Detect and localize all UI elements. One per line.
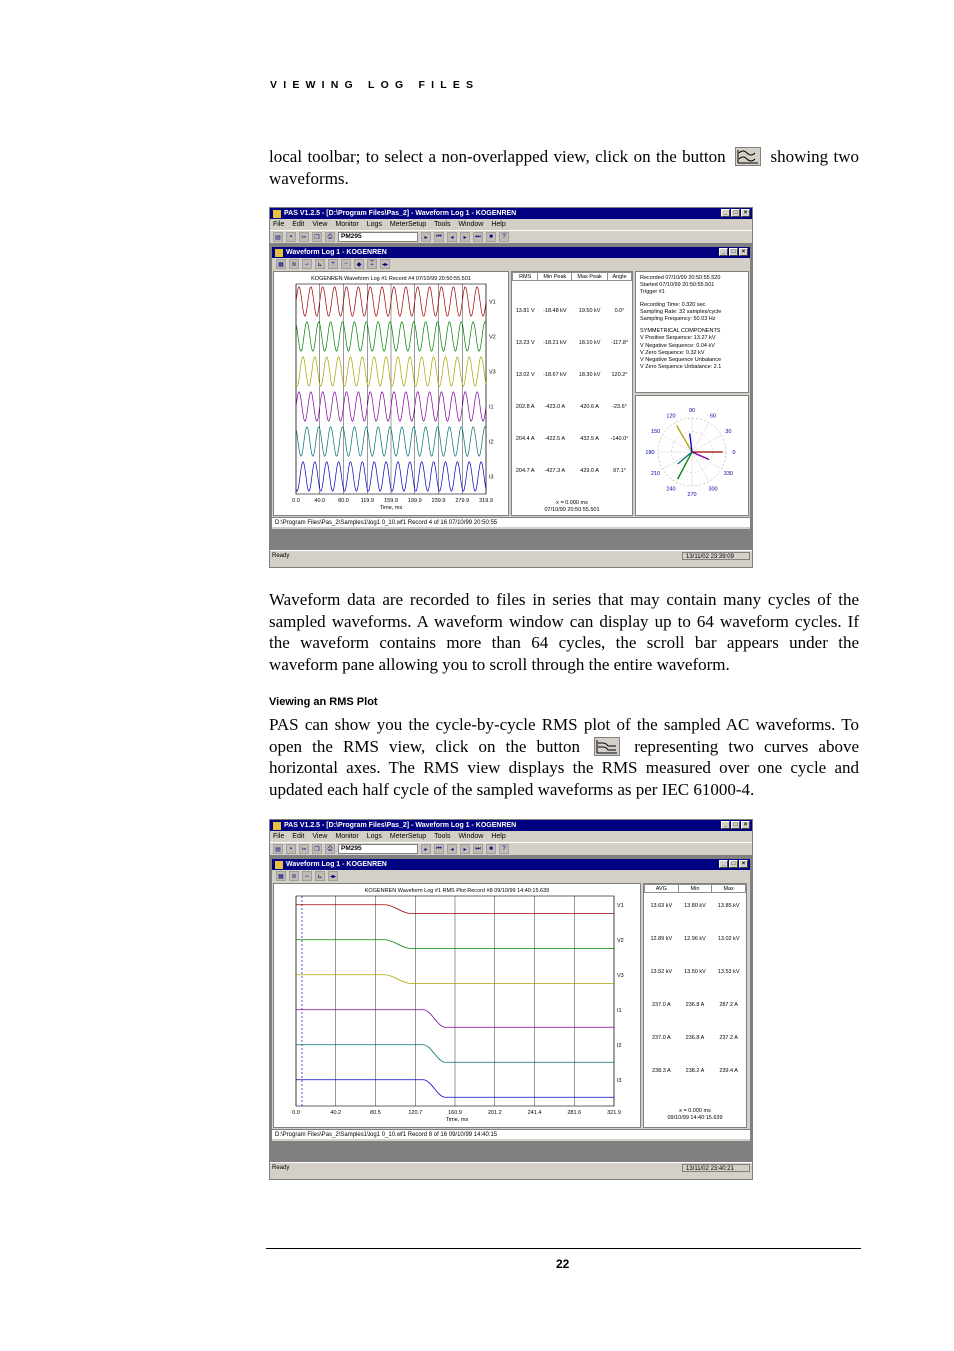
cell: 0.0° xyxy=(614,307,625,314)
menu-metersetup[interactable]: MeterSetup xyxy=(389,221,427,228)
non-overlapped-icon[interactable]: ≋ xyxy=(289,871,299,881)
x-tick-label: 0.0 xyxy=(292,498,300,504)
running-header: VIEWING LOG FILES xyxy=(270,79,480,91)
app-icon xyxy=(273,822,281,830)
local-toolbar xyxy=(272,870,750,882)
app-title: PAS V1.2.5 - [D:\Program Files\Pas_2] - Waveform Log 1 - KOGENREN xyxy=(284,822,517,829)
x-axis-label: Time, ms xyxy=(445,1117,469,1123)
cell: 12.96 kV xyxy=(684,935,706,942)
site-select[interactable]: PM295 xyxy=(338,844,418,854)
phasor-vector-i2 xyxy=(678,452,692,464)
menu-tools[interactable]: Tools xyxy=(434,221,451,228)
rms-pane xyxy=(273,883,641,1128)
cell: 204.7 A xyxy=(515,467,535,474)
x-tick-label: 199.9 xyxy=(407,498,422,504)
cell: 287.2 A xyxy=(719,1001,738,1008)
cut-icon[interactable]: ✂ xyxy=(299,232,309,242)
main-toolbar xyxy=(270,230,752,244)
rms-plot-icon[interactable]: ∽ xyxy=(302,871,312,881)
maximize-button[interactable]: □ xyxy=(731,821,740,829)
x-tick-label: 120.7 xyxy=(408,1110,423,1116)
save-icon[interactable]: ▪ xyxy=(286,844,296,854)
next-record-icon[interactable]: ▸ xyxy=(460,232,470,242)
mdi-area xyxy=(270,856,752,1162)
phasor-angle-label: 0 xyxy=(732,450,736,456)
child-title: Waveform Log 1 - KOGENREN xyxy=(286,249,387,256)
menu-tools[interactable]: Tools xyxy=(434,833,451,840)
play-icon[interactable]: ▸ xyxy=(421,232,431,242)
cell: 236.8 A xyxy=(685,1001,705,1008)
minimize-button[interactable]: _ xyxy=(721,821,730,829)
cell: 238.3 A xyxy=(651,1067,671,1074)
rms-curves-icon xyxy=(595,738,619,755)
cell: -23.6° xyxy=(612,403,627,410)
info-line: V Zero Sequence Unbalance: 2.1 xyxy=(640,364,722,371)
chart-title: KOGENREN Waveform Log #1 RMS Plot Record #8 09/10/99 14:40:15.639 xyxy=(364,888,550,894)
axes-icon[interactable]: ⊾ xyxy=(315,871,325,881)
cell: -18.21 kV xyxy=(543,339,567,346)
copy-icon[interactable]: ❐ xyxy=(312,232,322,242)
cell: 12.89 kV xyxy=(650,935,673,942)
phasor-vector-i1 xyxy=(692,452,709,459)
cell: 13.52 kV xyxy=(650,968,673,975)
stop-icon[interactable]: ■ xyxy=(486,232,496,242)
body-paragraph: Waveform data are recorded to files in series that may contain many cycles of the sampled waveforms. A waveform window can display up to 64 waveform cycles. If the waveform contains more than 64 cycles, the scroll bar appears under the waveform pane allowing you to scroll through the entire waveform. xyxy=(269,590,859,674)
x-tick-label: 159.9 xyxy=(384,498,398,504)
x-tick-label: 239.9 xyxy=(431,498,446,504)
main-toolbar xyxy=(270,842,752,856)
cut-icon[interactable]: ✂ xyxy=(299,844,309,854)
status-text: Ready xyxy=(272,1165,290,1171)
col-max: Max xyxy=(712,885,746,893)
info-line: Sampling Frequency: 50.03 Hz xyxy=(640,316,716,323)
cell: 236.8 A xyxy=(685,1034,705,1041)
cell: 237.0 A xyxy=(651,1034,671,1041)
menu-file[interactable]: File xyxy=(273,221,285,228)
x-tick-label: 0.0 xyxy=(292,1110,300,1116)
table-row xyxy=(645,903,746,909)
intro-text-1: local toolbar; to select a non-overlapped view, click on the button xyxy=(269,147,726,166)
status-bar xyxy=(270,550,752,560)
channel-label: I3 xyxy=(617,1077,622,1084)
rms-screenshot xyxy=(269,819,753,1180)
channel-label: I3 xyxy=(489,474,494,481)
close-button[interactable]: × xyxy=(741,209,750,217)
child-close-button[interactable]: × xyxy=(739,248,748,256)
x-tick-label: 279.9 xyxy=(455,498,470,504)
table-row xyxy=(645,936,746,942)
two-waveforms-icon xyxy=(736,148,760,165)
cell: 13.02 kV xyxy=(717,935,740,942)
play-icon[interactable]: ▸ xyxy=(421,844,431,854)
x-tick-label: 319.9 xyxy=(479,498,493,504)
x-tick-label: 80.0 xyxy=(338,498,349,504)
cell: 13.63 kV xyxy=(650,902,673,909)
rms-measurements-table xyxy=(644,884,746,1074)
channel-label: V2 xyxy=(489,334,496,341)
channel-label: I2 xyxy=(617,1042,622,1049)
cell: 120.2° xyxy=(611,371,628,378)
phasor-angle-label: 300 xyxy=(708,486,718,493)
grid-icon[interactable]: ▦ xyxy=(276,871,286,881)
rms-plot xyxy=(274,884,640,1127)
scroll-icon[interactable]: ◂▸ xyxy=(380,259,390,269)
cell: 237.0 A xyxy=(651,1001,671,1008)
menu-edit[interactable]: Edit xyxy=(292,221,305,228)
cell: 202.8 A xyxy=(515,403,535,410)
phasor-angle-label: 210 xyxy=(651,471,661,477)
cell: 18.30 kV xyxy=(578,371,601,378)
col-max-peak: Max Peak xyxy=(572,273,608,281)
child-close-button[interactable]: × xyxy=(739,860,748,868)
rms-text-2: representing two curves above horizontal axes. The RMS view displays the RMS measured over one cycle and updated each half cycle of the sampled waveforms as per IEC 61000-4. xyxy=(269,736,860,799)
info-line: Trigger #1 xyxy=(640,289,665,296)
child-titlebar xyxy=(272,859,750,870)
cell: 13.81 V xyxy=(515,307,535,314)
intro-text-2: showing two waveforms. xyxy=(269,147,860,188)
rms-plot-icon[interactable]: ∽ xyxy=(302,259,312,269)
child-minimize-button[interactable]: _ xyxy=(719,860,728,868)
record-info-pane xyxy=(635,271,749,393)
x-tick-label: 40.2 xyxy=(330,1110,342,1116)
table-row xyxy=(645,969,746,975)
right-panes xyxy=(635,271,749,516)
close-button[interactable]: × xyxy=(741,821,750,829)
measurements-table xyxy=(512,272,632,474)
child-icon xyxy=(275,249,283,257)
cell: 13.80 kV xyxy=(684,902,706,909)
x-tick-label: 201.2 xyxy=(487,1110,502,1116)
rms-measurements-pane xyxy=(643,883,747,1128)
first-record-icon[interactable]: ⏮ xyxy=(434,232,444,242)
menu-view[interactable]: View xyxy=(312,833,328,840)
phasor-diagram xyxy=(636,396,748,515)
info-line: Recording Time: 0.320 sec xyxy=(640,301,706,308)
channel-label: I1 xyxy=(489,404,494,411)
menu-bar xyxy=(270,219,752,230)
panes xyxy=(272,270,750,517)
prev-record-icon[interactable]: ◂ xyxy=(447,844,457,854)
menu-bar xyxy=(270,831,752,842)
cell: -18.67 kV xyxy=(543,371,567,378)
info-line: Sampling Rate: 32 samples/cycle xyxy=(640,308,722,315)
cell: 204.4 A xyxy=(515,435,535,442)
app-icon xyxy=(273,210,281,218)
menu-window[interactable]: Window xyxy=(458,221,484,228)
col-avg: AVG xyxy=(645,885,679,893)
phasor-angle-label: 240 xyxy=(666,486,676,493)
cursor-timestamp: 09/10/99 14:40:15.639 xyxy=(667,1114,723,1121)
phasor-pane xyxy=(635,395,749,516)
scroll-icon[interactable]: ◂▸ xyxy=(328,871,338,881)
measurements-pane xyxy=(511,271,633,516)
cell: -422.5 A xyxy=(544,435,566,442)
menu-monitor[interactable]: Monitor xyxy=(335,833,359,840)
status-text: Ready xyxy=(272,553,290,559)
phasor-angle-label: 330 xyxy=(723,471,733,477)
menu-help[interactable]: Help xyxy=(491,221,506,228)
phasor-angle-label: 90 xyxy=(688,408,696,414)
cell: 432.5 A xyxy=(580,435,599,442)
cell: 238.2 A xyxy=(685,1067,705,1074)
x-tick-label: 281.6 xyxy=(567,1110,582,1116)
menu-monitor[interactable]: Monitor xyxy=(335,221,359,228)
cell: 13.85 kV xyxy=(717,902,740,909)
x-tick-label: 80.5 xyxy=(370,1110,381,1116)
last-record-icon[interactable]: ⏭ xyxy=(473,844,483,854)
info-line: V Positive Sequence: 13.27 kV xyxy=(640,335,716,342)
rms-paragraph xyxy=(269,714,859,800)
menu-logs[interactable]: Logs xyxy=(366,221,382,228)
status-clock: 13/11/02 23:39:09 xyxy=(682,552,750,560)
col-rms: RMS xyxy=(513,273,538,281)
cell: 237.2 A xyxy=(719,1034,738,1041)
info-line: Started 07/10/99 20:50:55.501 xyxy=(640,282,715,289)
non-overlapped-view-button xyxy=(735,147,761,166)
panes xyxy=(272,882,750,1129)
cell: -140.0° xyxy=(610,435,629,442)
non-overlapped-icon[interactable]: ≋ xyxy=(289,259,299,269)
maximize-button[interactable]: □ xyxy=(731,209,740,217)
status-clock: 13/11/02 23:40:21 xyxy=(682,1164,750,1172)
menu-view[interactable]: View xyxy=(312,221,328,228)
info-line: SYMMETRICAL COMPONENTS xyxy=(640,328,721,335)
menu-edit[interactable]: Edit xyxy=(292,833,305,840)
record-path-bar: D:\Program Files\Pas_2\Samples1\log1 0_10.wf1 Record 4 of 16 07/10/99 20:50:55 xyxy=(272,517,750,527)
cursor-icon[interactable]: ⌶ xyxy=(367,259,377,269)
grid-icon[interactable]: ▦ xyxy=(276,259,286,269)
child-icon xyxy=(275,861,283,869)
cell: 239.4 A xyxy=(719,1067,738,1074)
phasor-spoke xyxy=(692,423,709,452)
menu-logs[interactable]: Logs xyxy=(366,833,382,840)
app-titlebar xyxy=(270,208,752,219)
mdi-area xyxy=(270,244,752,550)
section-heading: Viewing an RMS Plot xyxy=(269,696,378,708)
x-tick-label: 119.9 xyxy=(360,498,374,504)
menu-window[interactable]: Window xyxy=(458,833,484,840)
col-min-peak: Min Peak xyxy=(538,273,572,281)
channel-label: I1 xyxy=(617,1007,622,1014)
last-record-icon[interactable]: ⏭ xyxy=(473,232,483,242)
info-line: V Zero Sequence: 0.32 kV xyxy=(640,349,705,356)
phasor-angle-label: 30 xyxy=(725,429,732,435)
rms-text-1: PAS can show you the cycle-by-cycle RMS plot of the sampled AC waveforms. To open the RMS view, click on the button xyxy=(269,715,859,756)
cell: -427.3 A xyxy=(544,467,566,474)
waveform-plot xyxy=(274,272,508,515)
cell: -117.8° xyxy=(610,339,629,346)
minimize-button[interactable]: _ xyxy=(721,209,730,217)
x-axis-label: Time, ms xyxy=(379,505,403,511)
phasor-angle-label: 60 xyxy=(709,413,717,420)
table-row xyxy=(645,1068,746,1074)
col-angle: Angle xyxy=(607,273,631,281)
x-tick-label: 160.9 xyxy=(448,1110,462,1116)
cell: -18.48 kV xyxy=(543,307,567,314)
cell: -423.0 A xyxy=(544,403,566,410)
phasor-angle-label: 180 xyxy=(645,450,655,456)
app-titlebar xyxy=(270,820,752,831)
site-select[interactable]: PM295 xyxy=(338,232,418,242)
cell: 420.6 A xyxy=(580,403,599,410)
cursor-position: x = 0.000 ms xyxy=(679,1108,711,1114)
child-titlebar xyxy=(272,247,750,258)
x-tick-label: 241.4 xyxy=(527,1110,542,1116)
menu-help[interactable]: Help xyxy=(491,833,506,840)
cursor-timestamp: 07/10/99 20:50:55.501 xyxy=(544,506,600,513)
table-row xyxy=(645,1035,746,1041)
print-icon[interactable]: ⎙ xyxy=(325,844,335,854)
page-number: 22 xyxy=(556,1257,570,1271)
open-icon[interactable]: ▤ xyxy=(273,232,283,242)
info-line: V Negative Sequence: 0.04 kV xyxy=(640,342,715,349)
phasor-angle-label: 270 xyxy=(687,492,697,498)
chart-title: KOGENREN Waveform Log #1 Record #4 07/10/99 20:50:55.501 xyxy=(311,276,471,282)
channel-label: V3 xyxy=(617,972,624,979)
cell: 13.53 kV xyxy=(717,968,740,975)
footer-rule xyxy=(266,1248,861,1249)
menu-file[interactable]: File xyxy=(273,833,285,840)
child-minimize-button[interactable]: _ xyxy=(719,248,728,256)
cell: 19.50 kV xyxy=(578,307,601,314)
save-icon[interactable]: ▪ xyxy=(286,232,296,242)
channel-label: I2 xyxy=(489,439,494,446)
app-title: PAS V1.2.5 - [D:\Program Files\Pas_2] - Waveform Log 1 - KOGENREN xyxy=(284,210,517,217)
info-line: Recorded 07/10/99 20:50:55.520 xyxy=(640,275,721,281)
child-maximize-button[interactable]: □ xyxy=(729,860,738,868)
phasor-angle-label: 120 xyxy=(666,413,676,420)
child-title: Waveform Log 1 - KOGENREN xyxy=(286,861,387,868)
cell: 97.1° xyxy=(613,467,626,474)
phasor-vector-v3 xyxy=(677,426,692,452)
rms-child-window xyxy=(271,858,751,1142)
waveform-screenshot xyxy=(269,207,753,568)
print-icon[interactable]: ⎙ xyxy=(325,232,335,242)
child-maximize-button[interactable]: □ xyxy=(729,248,738,256)
help-icon[interactable]: ? xyxy=(499,232,509,242)
open-icon[interactable]: ▤ xyxy=(273,844,283,854)
rms-view-button xyxy=(594,737,620,756)
cell: 13.02 V xyxy=(515,371,535,378)
intro-paragraph xyxy=(269,146,859,189)
channel-label: V1 xyxy=(489,299,496,306)
channel-label: V2 xyxy=(617,937,624,944)
axes-icon[interactable]: ⊾ xyxy=(315,259,325,269)
help-icon[interactable]: ? xyxy=(499,844,509,854)
local-toolbar xyxy=(272,258,750,270)
zoom-out-icon[interactable]: − xyxy=(341,259,351,269)
first-record-icon[interactable]: ⏮ xyxy=(434,844,444,854)
channel-label: V3 xyxy=(489,369,496,376)
col-min: Min xyxy=(678,885,712,893)
waveform-child-window xyxy=(271,246,751,530)
cursor-readout xyxy=(644,1108,746,1121)
next-record-icon[interactable]: ▸ xyxy=(460,844,470,854)
cursor-readout xyxy=(512,500,632,513)
marker-icon[interactable]: ◆ xyxy=(354,259,364,269)
table-row xyxy=(513,468,632,474)
cursor-position: x = 0.000 ms xyxy=(556,500,588,506)
copy-icon[interactable]: ❐ xyxy=(312,844,322,854)
status-bar xyxy=(270,1162,752,1172)
stop-icon[interactable]: ■ xyxy=(486,844,496,854)
prev-record-icon[interactable]: ◂ xyxy=(447,232,457,242)
cell: 429.0 A xyxy=(580,467,599,474)
x-tick-label: 321.9 xyxy=(607,1110,621,1116)
channel-label: V1 xyxy=(617,902,624,909)
table-row xyxy=(645,1002,746,1008)
info-line: V Negative Sequence Unbalance xyxy=(640,357,722,364)
zoom-in-icon[interactable]: + xyxy=(328,259,338,269)
cell: 13.23 V xyxy=(515,339,535,346)
cell: 18.10 kV xyxy=(578,339,601,346)
menu-metersetup[interactable]: MeterSetup xyxy=(389,833,427,840)
phasor-spoke xyxy=(692,435,721,452)
phasor-angle-label: 150 xyxy=(651,429,661,435)
record-path-bar: D:\Program Files\Pas_2\Samples1\log1 0_10.wf1 Record 8 of 16 09/10/99 14:40:15 xyxy=(272,1129,750,1139)
waveform-pane xyxy=(273,271,509,516)
cell: 13.50 kV xyxy=(684,968,706,975)
x-tick-label: 40.0 xyxy=(314,498,326,504)
